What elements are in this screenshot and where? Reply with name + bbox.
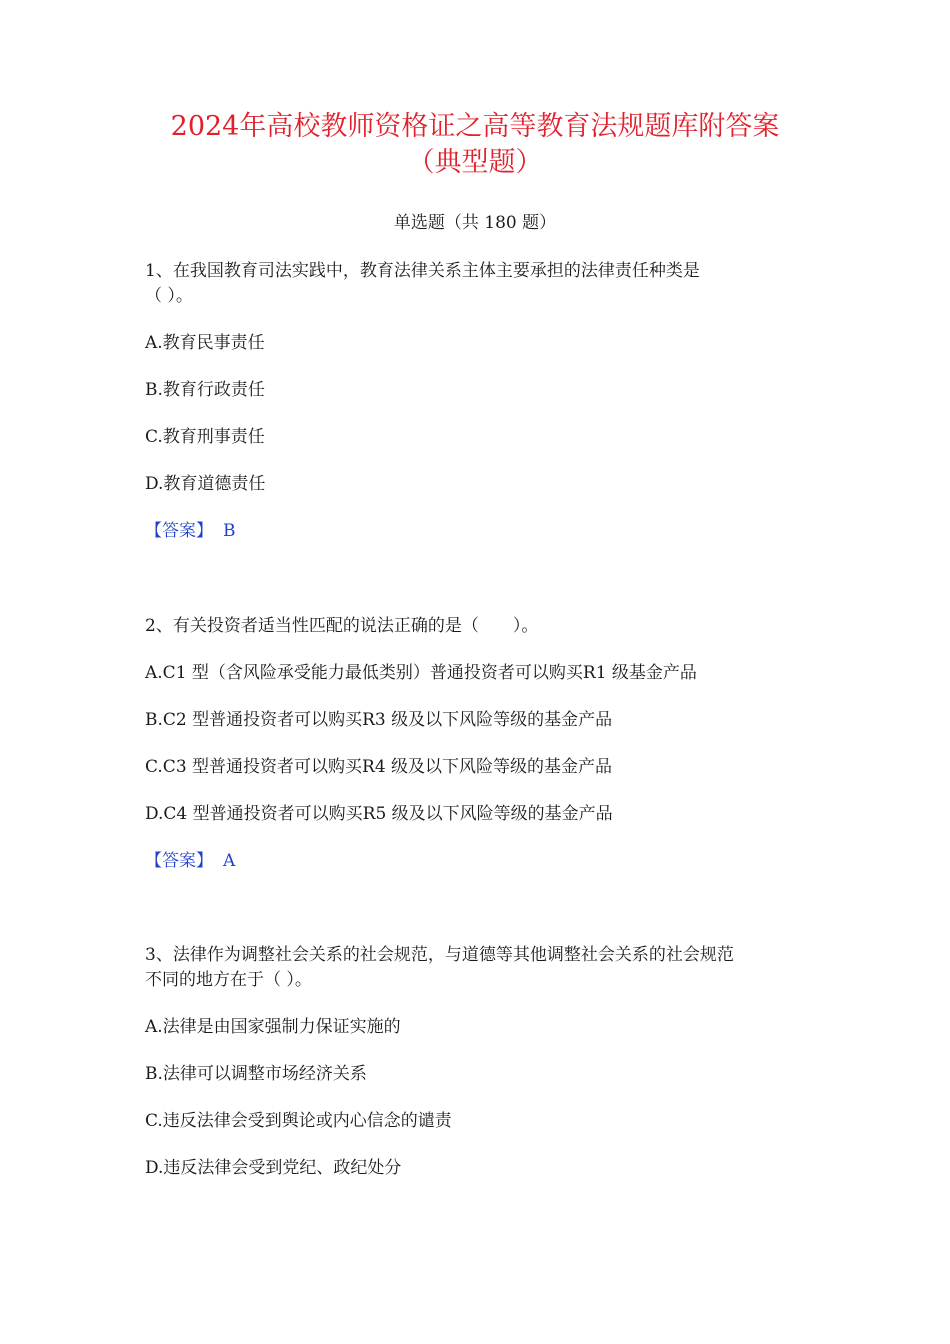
answer-label: 【答案】 (145, 521, 213, 541)
question-3-stem-continued: 不同的地方在于（ ）。 (145, 970, 312, 990)
question-3-option-a: A.法律是由国家强制力保证实施的 (145, 1017, 401, 1037)
question-1-stem: 1、在我国教育司法实践中，教育法律关系主体主要承担的法律责任种类是 (145, 261, 700, 281)
answer-value: A (223, 851, 236, 871)
question-2-option-d: D.C4 型普通投资者可以购买R5 级及以下风险等级的基金产品 (145, 804, 613, 824)
question-2-stem: 2、有关投资者适当性匹配的说法正确的是（ ）。 (145, 616, 539, 636)
section-header: 单选题（共 180 题） (393, 213, 557, 233)
question-3-stem: 3、法律作为调整社会关系的社会规范，与道德等其他调整社会关系的社会规范 (145, 945, 734, 965)
question-2-option-a: A.C1 型（含风险承受能力最低类别）普通投资者可以购买R1 级基金产品 (145, 663, 697, 683)
question-1-stem-continued: （ ）。 (145, 286, 193, 306)
question-1-option-c: C.教育刑事责任 (145, 427, 265, 447)
question-1-option-a: A.教育民事责任 (145, 333, 265, 353)
question-2-option-b: B.C2 型普通投资者可以购买R3 级及以下风险等级的基金产品 (145, 710, 613, 730)
question-3-option-c: C.违反法律会受到舆论或内心信念的谴责 (145, 1111, 452, 1131)
question-1-option-b: B.教育行政责任 (145, 380, 265, 400)
document-title-line-1: 2024年高校教师资格证之高等教育法规题库附答案 (170, 111, 780, 142)
question-2-answer (145, 849, 235, 873)
question-3-option-d: D.违反法律会受到党纪、政纪处分 (145, 1158, 402, 1178)
document-title-line-2: （典型题） (407, 147, 543, 178)
question-2-option-c: C.C3 型普通投资者可以购买R4 级及以下风险等级的基金产品 (145, 757, 613, 777)
question-1-option-d: D.教育道德责任 (145, 474, 266, 494)
answer-label: 【答案】 (145, 851, 213, 871)
question-3-option-b: B.法律可以调整市场经济关系 (145, 1064, 367, 1084)
answer-value: B (223, 521, 236, 541)
question-1-answer (145, 519, 236, 543)
